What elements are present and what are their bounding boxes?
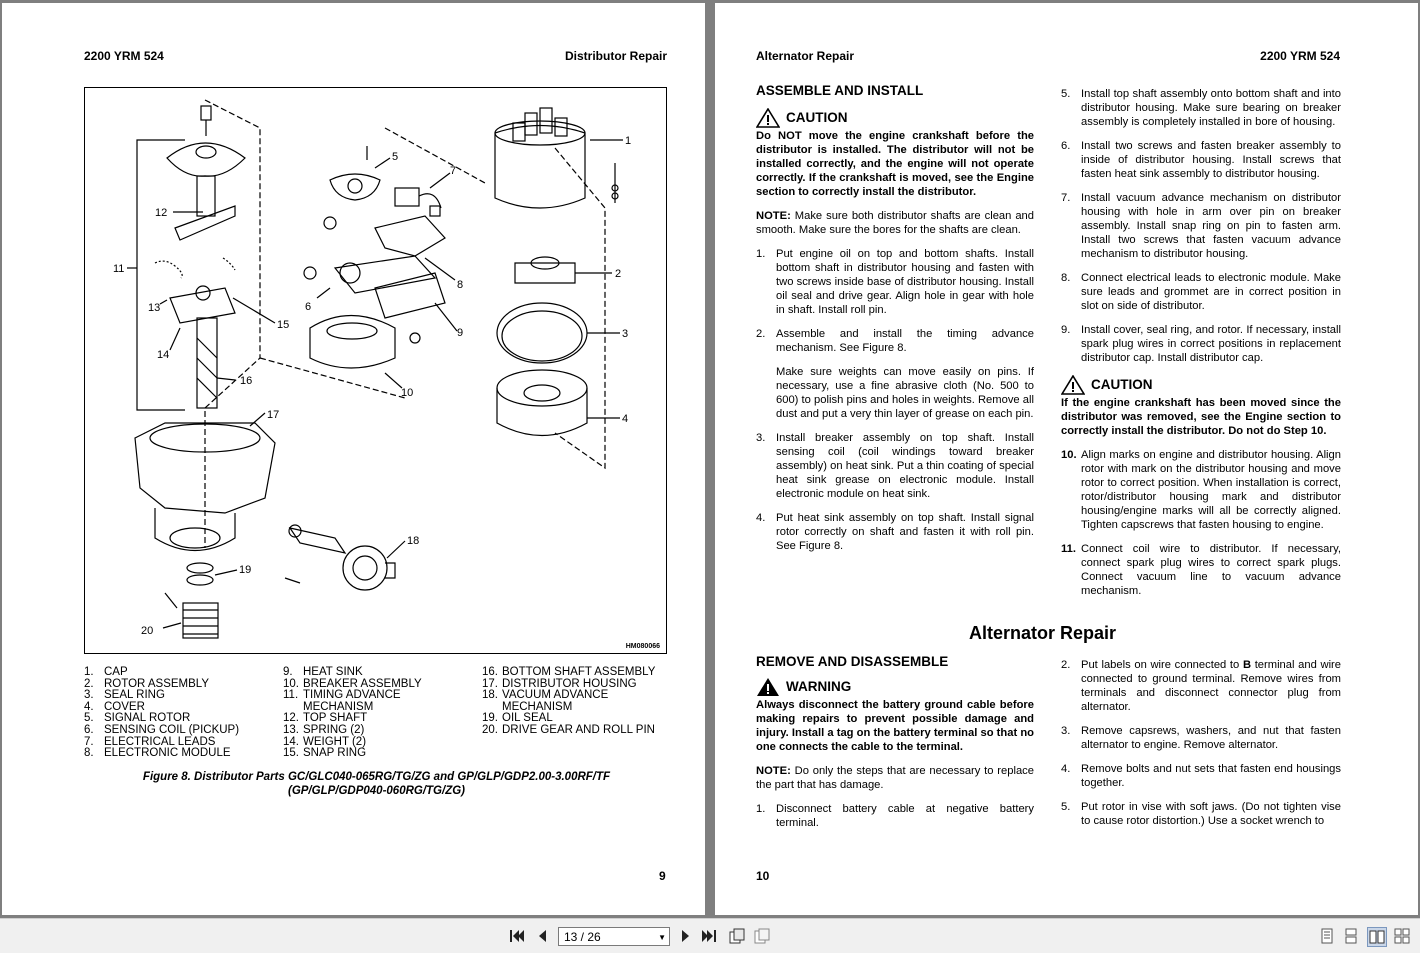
part-name: DISTRIBUTOR HOUSING: [502, 677, 637, 690]
caution-2: [1061, 375, 1341, 395]
caution-triangle-icon: [1061, 375, 1085, 395]
callout-6: 6: [305, 301, 312, 313]
step-item: [1061, 323, 1341, 365]
callout-10: 10: [401, 387, 414, 399]
step-number: 11.: [1061, 543, 1076, 555]
step-text: Put heat sink assembly on top shaft. Install signal rotor correctly on shaft and fasten it with roll pin. See Figure 8.: [776, 512, 1034, 552]
warning-triangle-icon: [756, 677, 780, 697]
step-text: Install two screws and fasten breaker assembly to inside of distributor housing. Install screws that fasten heat sink assembly to distributor housing.: [1081, 140, 1341, 180]
page-number: 10: [756, 869, 770, 883]
callout-15: 15: [277, 319, 290, 331]
page-header-left: Alternator Repair: [756, 49, 855, 63]
step-text: Connect coil wire to distributor. If necessary, connect spark plug wires to correct spark plugs. Connect vacuum line to vacuum advance mechanism.: [1081, 543, 1341, 597]
callout-17: 17: [267, 409, 280, 421]
step-text: Put rotor in vise with soft jaws. (Do not tighten vise to cause rotor distortion.) Use a socket wrench to: [1081, 801, 1341, 827]
parts-list-item: [482, 725, 655, 737]
part-number: 3.: [84, 689, 94, 702]
step-text: Assemble and install the timing advance mechanism. See Figure 8.: [776, 328, 1034, 354]
step-item: [1061, 87, 1341, 129]
part-number: 19.: [482, 712, 498, 725]
part-number: 9.: [283, 666, 293, 678]
callout-18: 18: [407, 535, 420, 547]
part-name: SEAL RING: [104, 689, 165, 702]
note-label: NOTE:: [756, 765, 791, 777]
part-name: TOP SHAFT: [303, 712, 368, 725]
step-item: [756, 511, 1034, 553]
continuous-view-icon[interactable]: [1342, 927, 1360, 945]
part-name: VACUUM ADVANCE: [502, 689, 609, 702]
part-name: MECHANISM: [303, 700, 374, 713]
step-item: [1061, 658, 1341, 714]
step-number: 8.: [1061, 272, 1071, 284]
figure-id: HM080066: [625, 643, 660, 650]
part-number: 2.: [84, 677, 94, 690]
callout-7: 7: [450, 165, 457, 177]
part-number: 1.: [84, 666, 94, 678]
callout-9: 9: [457, 327, 464, 339]
step-text: Remove bolts and nut sets that fasten end housings together.: [1081, 763, 1341, 789]
step-text-part: terminal and wire connected to ground terminal. Remove wires from terminals and disconnect connector plug from alternator.: [1081, 659, 1341, 713]
part-number: 18.: [482, 689, 498, 702]
step-text: Make sure weights can move easily on pins. If necessary, use a fine abrasive cloth (No. 500 to 600) to polish pins and holes in weights. Remove all dust and put a very thin layer of grease on each pin.: [776, 366, 1034, 420]
rotate-icon[interactable]: [728, 927, 746, 945]
part-name: MECHANISM: [502, 700, 573, 713]
step-number: 1.: [756, 803, 766, 815]
note-1: [756, 209, 1034, 237]
callout-19: 19: [239, 564, 252, 576]
step-item: [1061, 448, 1341, 532]
page-header-right: 2200 YRM 524: [1260, 49, 1340, 63]
first-page-icon[interactable]: [508, 927, 526, 945]
step-number: 1.: [756, 248, 766, 260]
page-indicator: 13 / 26: [564, 930, 601, 944]
step-text: Disconnect battery cable at negative battery terminal.: [776, 803, 1034, 829]
caution-2-text: If the engine crankshaft has been moved since the distributor was removed, see the Engine section to correctly install the distributor. Do not do Step 10.: [1061, 397, 1341, 437]
steps-list-e: [1061, 724, 1341, 828]
warning-text: Always disconnect the battery ground cable before making repairs to prevent possible damage and injury. Install a tag on the battery terminal so that no one connects the cable to the terminal.: [756, 699, 1034, 753]
remove-heading: REMOVE AND DISASSEMBLE: [756, 654, 949, 669]
part-name: ELECTRICAL LEADS: [104, 735, 216, 748]
callout-2: 2: [615, 268, 622, 280]
last-page-icon[interactable]: [700, 927, 718, 945]
part-name: TIMING ADVANCE: [303, 689, 401, 702]
remove-column-right: [1061, 658, 1341, 838]
figure-caption-line-1: Figure 8. Distributor Parts GC/GLC040-065RG/TG/ZG and GP/GLP/GDP2.00-3.00RF/TF: [142, 771, 611, 783]
part-name: SPRING (2): [303, 723, 365, 736]
left-page: [2, 3, 705, 915]
parts-list-item: [84, 748, 239, 760]
parts-list-item: [283, 748, 422, 760]
step-number: 5.: [1061, 88, 1071, 100]
steps-list-b: [1061, 87, 1341, 365]
steps-list-d: [756, 802, 1034, 830]
part-name: DRIVE GEAR AND ROLL PIN: [502, 723, 655, 736]
next-page-icon[interactable]: [677, 927, 695, 945]
part-name: ELECTRONIC MODULE: [104, 747, 231, 760]
pdf-viewer-toolbar: [0, 918, 1420, 953]
assemble-column-right: [1061, 87, 1341, 608]
part-name: OIL SEAL: [502, 712, 553, 725]
parts-list-col-2: [283, 667, 422, 760]
part-name: BREAKER ASSEMBLY: [303, 677, 422, 690]
callout-8: 8: [457, 279, 464, 291]
remove-column-left: [756, 655, 1034, 840]
step-item: [756, 247, 1034, 317]
chevron-down-icon: ▼: [658, 933, 666, 942]
step-number: 2.: [756, 328, 766, 340]
part-number: 13.: [283, 723, 299, 736]
step-item: [1061, 271, 1341, 313]
step-text: Install vacuum advance mechanism on distributor housing with hole in arm over pin on breaker assembly. Install snap ring on pin to fasten arm. Install two screws that fasten vacuum advance mechanism to distributor housing.: [1081, 192, 1341, 260]
step-item: [756, 431, 1034, 501]
section-title: Alternator Repair: [969, 623, 1117, 643]
assemble-column-left: [756, 84, 1034, 563]
steps-list-a: [756, 247, 1034, 553]
step-number: 4.: [756, 512, 766, 524]
exploded-view-drawing: [85, 88, 666, 653]
callout-16: 16: [240, 375, 253, 387]
step-text: Install cover, seal ring, and rotor. If necessary, install spark plug wires in correct positions in replacement distributor cap. Install distributor cap.: [1081, 324, 1341, 364]
warning-label: WARNING: [786, 679, 852, 694]
step-number: 2.: [1061, 659, 1071, 671]
note-2: [756, 764, 1034, 792]
callout-5: 5: [392, 151, 399, 163]
step-item: [756, 327, 1034, 355]
note-text: Do only the steps that are necessary to replace the part that has damage.: [756, 765, 1034, 791]
callout-3: 3: [622, 328, 629, 340]
part-name: BOTTOM SHAFT ASSEMBLY: [502, 666, 656, 678]
warning: [756, 677, 1034, 697]
caution-label: CAUTION: [1091, 377, 1153, 392]
caution-triangle-icon: [756, 108, 780, 128]
callout-1: 1: [625, 135, 632, 147]
two-page-view-icon[interactable]: [1367, 927, 1387, 947]
assemble-heading: ASSEMBLE AND INSTALL: [756, 83, 924, 98]
step-number: 5.: [1061, 801, 1071, 813]
part-name: HEAT SINK: [303, 666, 363, 678]
part-number: 10.: [283, 677, 299, 690]
step-item: [1061, 800, 1341, 828]
part-number: 14.: [283, 735, 299, 748]
fit-icon[interactable]: [753, 927, 771, 945]
part-number: 5.: [84, 712, 94, 725]
caution-1: [756, 108, 1034, 128]
callout-12: 12: [155, 207, 168, 219]
step-number: 6.: [1061, 140, 1071, 152]
part-name: WEIGHT (2): [303, 735, 367, 748]
part-number: 12.: [283, 712, 299, 725]
callout-20: 20: [141, 625, 154, 637]
step-text: Install breaker assembly on top shaft. Install sensing coil (coil windings toward breaker assembly) on heat sink. Put a thin coating of special heat sink grease on electronic module. Install electronic module on heat sink.: [776, 432, 1034, 500]
step-number: 3.: [756, 432, 766, 444]
parts-list-item: [84, 725, 239, 737]
parts-list-item: [283, 667, 422, 679]
parts-list-col-1: [84, 667, 239, 760]
step-item: [1061, 191, 1341, 261]
part-name: SNAP RING: [303, 747, 367, 760]
steps-list-c: [1061, 448, 1341, 598]
step-number: [756, 365, 776, 421]
note-label: NOTE:: [756, 210, 791, 222]
page-header-right: Distributor Repair: [564, 49, 667, 63]
step-number: 9.: [1061, 324, 1071, 336]
callout-11: 11: [113, 263, 125, 275]
part-number: 20.: [482, 723, 498, 736]
part-number: 15.: [283, 747, 299, 760]
step-item: [1061, 139, 1341, 181]
figure-caption-line-2: (GP/GLP/GDP040-060RG/TG/ZG): [287, 785, 465, 797]
part-name: CAP: [104, 666, 128, 678]
caution-label: CAUTION: [786, 110, 848, 125]
step-item: [1061, 724, 1341, 752]
note-text: Make sure both distributor shafts are clean and smooth. Make sure the bores for the shafts are clean.: [756, 210, 1034, 236]
callout-13: 13: [148, 302, 161, 314]
two-page-continuous-view-icon[interactable]: [1393, 927, 1411, 945]
part-name: SENSING COIL (PICKUP): [104, 723, 240, 736]
part-number: 7.: [84, 735, 94, 748]
step-item: [756, 365, 1034, 421]
step-number: 7.: [1061, 192, 1071, 204]
step-item: [1061, 542, 1341, 598]
part-name: COVER: [104, 700, 145, 713]
step-text: Remove capsrews, washers, and nut that fasten alternator to engine. Remove alternator.: [1081, 725, 1341, 751]
step-text: Connect electrical leads to electronic module. Make sure leads and grommet are in correct position in slot on side of distributor.: [1081, 272, 1341, 312]
right-page: [715, 3, 1418, 915]
callout-4: 4: [622, 413, 629, 425]
step-text-part: Put labels on wire connected to: [1081, 659, 1243, 671]
page-number: 9: [659, 869, 666, 883]
parts-list-item: [482, 667, 655, 679]
step-item: [1061, 762, 1341, 790]
prev-page-icon[interactable]: [533, 927, 551, 945]
callout-14: 14: [157, 349, 170, 361]
single-page-view-icon[interactable]: [1318, 927, 1336, 945]
page-header-left: 2200 YRM 524: [84, 49, 164, 63]
part-number: 16.: [482, 666, 498, 678]
step-text: Align marks on engine and distributor housing. Align rotor with mark on the distributor housing and move rotor to correct position. When installation is correct, rotor/distributor housing mark and distributor housing/engine marks will all be correctly aligned. Tighten capscrews that fasten housing to engine.: [1081, 449, 1341, 531]
figure-caption: [84, 770, 669, 798]
caution-1-text: Do NOT move the engine crankshaft before the distributor is installed. The distributor will not be installed correctly, and the engine will not operate correctly. If the crankshaft is moved, see the Engine section to correctly install the distributor.: [756, 130, 1034, 198]
parts-list-col-3: [482, 667, 655, 737]
distributor-parts-figure: [84, 87, 667, 654]
page-number-select[interactable]: [558, 927, 670, 946]
part-number: 17.: [482, 677, 498, 690]
step-text: Put engine oil on top and bottom shafts. Install bottom shaft in distributor housing and fasten with two screws inside base of distributor housing. Install oil seal and drive gear. Align hole in gear with hole in shaft. Install roll pin.: [776, 248, 1034, 316]
part-name: ROTOR ASSEMBLY: [104, 677, 210, 690]
step-item: [756, 802, 1034, 830]
step-text: Install top shaft assembly onto bottom shaft and into distributor housing. Make sure bearing on breaker assembly is completely installed in bore of housing.: [1081, 88, 1341, 128]
step-number: 4.: [1061, 763, 1071, 775]
part-number: 11.: [283, 689, 299, 702]
part-number: 8.: [84, 747, 94, 760]
parts-list-item: [283, 725, 422, 737]
step-number: 10.: [1061, 449, 1077, 461]
part-number: 4.: [84, 700, 94, 713]
parts-list-item: [84, 667, 239, 679]
step-number: 3.: [1061, 725, 1071, 737]
part-name: SIGNAL ROTOR: [104, 712, 191, 725]
part-number: 6.: [84, 723, 94, 736]
terminal-b-label: B: [1242, 659, 1252, 671]
step-text: [1081, 658, 1341, 714]
